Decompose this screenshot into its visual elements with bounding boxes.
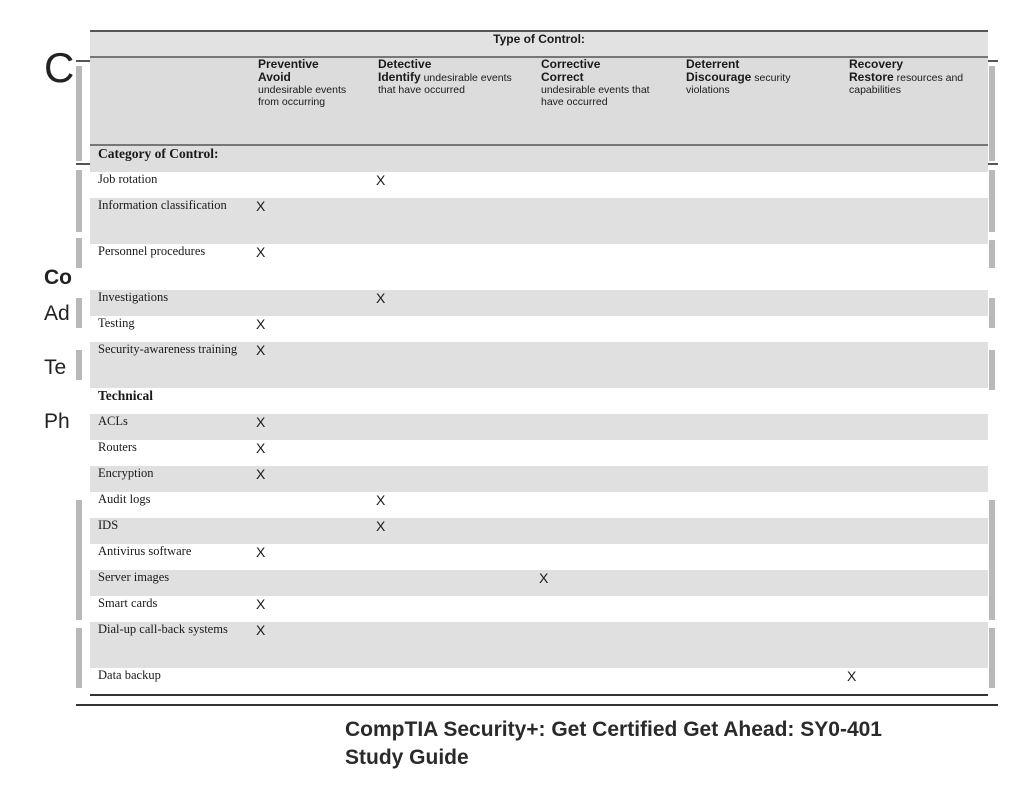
mark-cell [841,440,988,466]
mark-cell [533,342,678,388]
mark-cell [678,596,841,622]
column-verb: Correct [541,70,584,84]
frame-rule [76,163,90,165]
column-header-recovery [841,57,988,145]
left-frame-bar [76,238,82,268]
table-row [90,668,988,695]
table-body [90,172,988,695]
frame-rule [988,163,998,165]
table-row [90,596,988,622]
mark-cell [533,596,678,622]
mark-cell [841,596,988,622]
mark-cell [533,466,678,492]
background-heading-fragment: Co [44,266,72,289]
mark-cell [533,622,678,668]
mark-cell [533,518,678,544]
mark-cell [370,198,533,244]
mark-cell [370,544,533,570]
column-header-deterrent [678,57,841,145]
mark-cell [841,492,988,518]
mark-cell: X [250,622,370,668]
left-frame-bar [76,170,82,232]
background-text-fragment-2: Te [44,356,67,379]
left-frame-bar [76,66,82,161]
mark-cell [370,466,533,492]
book-citation: CompTIA Security+: Get Certified Get Ahead: SY0-401 Study Guide [345,718,882,769]
mark-cell [370,342,533,388]
table-row [90,290,988,316]
column-verb: Identify [378,70,421,84]
row-label: Server images [90,570,250,596]
row-label: Routers [98,440,137,454]
mark-cell: X [256,244,266,260]
mark-cell: X [841,668,988,695]
mark-cell [678,622,841,668]
table-row [90,544,988,570]
mark-cell [678,244,841,290]
mark-cell [678,290,841,316]
table-row [90,492,988,518]
right-frame-bar [989,66,995,161]
table-row [90,440,988,466]
mark-cell [533,244,678,290]
mark-cell [678,466,841,492]
mark-cell [841,388,988,414]
table-row [90,316,988,342]
mark-cell [250,388,370,414]
row-label: Data backup [90,668,250,695]
category-of-control-header: Category of Control: [90,145,988,172]
mark-cell: X [256,440,266,456]
mark-cell: X [250,198,370,244]
column-header-row [90,57,988,145]
row-label: Audit logs [98,492,151,506]
mark-cell [678,388,841,414]
mark-cell [250,668,370,695]
mark-cell [841,570,988,596]
row-label: Dial-up call-back systems [90,622,250,668]
column-desc: undesirable events from occurring [258,84,347,108]
mark-cell [678,172,841,198]
row-label: Personnel procedures [98,244,206,258]
row-label: Security-awareness training [90,342,250,388]
column-desc: resources and capabilities [849,72,964,96]
mark-cell: X [250,466,370,492]
row-label: Encryption [90,466,250,492]
mark-cell [841,198,988,244]
mark-cell [370,440,533,466]
row-label: Smart cards [98,596,158,610]
mark-cell [841,544,988,570]
column-header-preventive [250,57,370,145]
column-name: Corrective [541,57,601,71]
type-of-control-header: Type of Control: [90,31,988,57]
column-verb: Avoid [258,70,291,84]
mark-cell [370,596,533,622]
mark-cell: X [256,544,266,560]
mark-cell: X [256,596,266,612]
mark-cell [533,440,678,466]
right-frame-bar [989,170,995,232]
mark-cell [533,414,678,440]
mark-cell [250,492,370,518]
table-row [90,414,988,440]
mark-cell [678,198,841,244]
column-name: Preventive [258,57,319,71]
row-label: Job rotation [98,172,158,186]
mark-cell [678,414,841,440]
table-row [90,342,988,388]
frame-rule [988,60,998,62]
row-label: Information classification [90,198,250,244]
mark-cell: X [376,172,386,188]
mark-cell [250,290,370,316]
mark-cell [370,388,533,414]
table-row [90,518,988,544]
mark-cell [678,440,841,466]
mark-cell: X [370,518,533,544]
column-name: Detective [378,57,432,71]
mark-cell: X [250,342,370,388]
mark-cell [533,316,678,342]
mark-cell [370,414,533,440]
mark-cell: X [250,414,370,440]
mark-cell [841,622,988,668]
section-row [90,388,988,414]
mark-cell [533,668,678,695]
mark-cell [678,342,841,388]
mark-cell [370,570,533,596]
column-header-detective [370,57,533,145]
header-spacer [90,57,250,145]
mark-cell [370,668,533,695]
right-frame-bar [989,350,995,390]
right-frame-bar [989,628,995,688]
row-label: Antivirus software [98,544,192,558]
mark-cell [841,290,988,316]
table-row [90,172,988,198]
mark-cell [841,316,988,342]
mark-cell [678,316,841,342]
column-desc: undesirable events that have occurred [378,72,512,96]
mark-cell [678,518,841,544]
mark-cell: X [370,290,533,316]
mark-cell [370,316,533,342]
mark-cell [841,172,988,198]
background-text-fragment-3: Ph [44,410,70,433]
column-verb: Discourage [686,70,752,84]
mark-cell: X [256,316,266,332]
mark-cell [678,570,841,596]
mark-cell: X [376,492,386,508]
left-frame-bar [76,350,82,380]
type-of-control-header-row [90,31,988,57]
column-desc: undesirable events that have occurred [541,84,650,108]
mark-cell [250,172,370,198]
column-name: Deterrent [686,57,740,71]
mark-cell [533,544,678,570]
mark-cell [533,388,678,414]
row-label: Testing [98,316,135,330]
mark-cell [841,244,988,290]
mark-cell [678,492,841,518]
control-types-table [90,30,988,696]
mark-cell [841,518,988,544]
left-frame-bar [76,628,82,688]
mark-cell [250,518,370,544]
mark-cell [841,466,988,492]
mark-cell: X [533,570,678,596]
row-label: Investigations [90,290,250,316]
left-frame-bar [76,500,82,620]
mark-cell [533,172,678,198]
mark-cell [533,290,678,316]
frame-rule [76,60,90,62]
mark-cell [533,198,678,244]
table-row [90,466,988,492]
row-label: ACLs [90,414,250,440]
right-frame-bar [989,298,995,328]
table-row [90,198,988,244]
mark-cell [370,622,533,668]
table-row [90,622,988,668]
category-header-row [90,145,988,172]
row-label: IDS [90,518,250,544]
table-bottom-rule [76,704,998,706]
column-header-corrective [533,57,678,145]
mark-cell [533,492,678,518]
column-verb: Restore [849,70,894,84]
mark-cell [841,414,988,440]
row-label: Technical [98,388,154,403]
mark-cell [841,342,988,388]
right-frame-bar [989,240,995,268]
column-name: Recovery [849,57,904,71]
left-frame-bar [76,298,82,328]
right-frame-bar [989,500,995,620]
mark-cell [678,544,841,570]
mark-cell [250,570,370,596]
mark-cell [370,244,533,290]
table-row [90,570,988,596]
slide-title-fragment: C [44,44,75,91]
table-row [90,244,988,290]
column-desc: security violations [686,72,791,96]
mark-cell [678,668,841,695]
background-text-fragment-1: Ad [44,302,70,325]
